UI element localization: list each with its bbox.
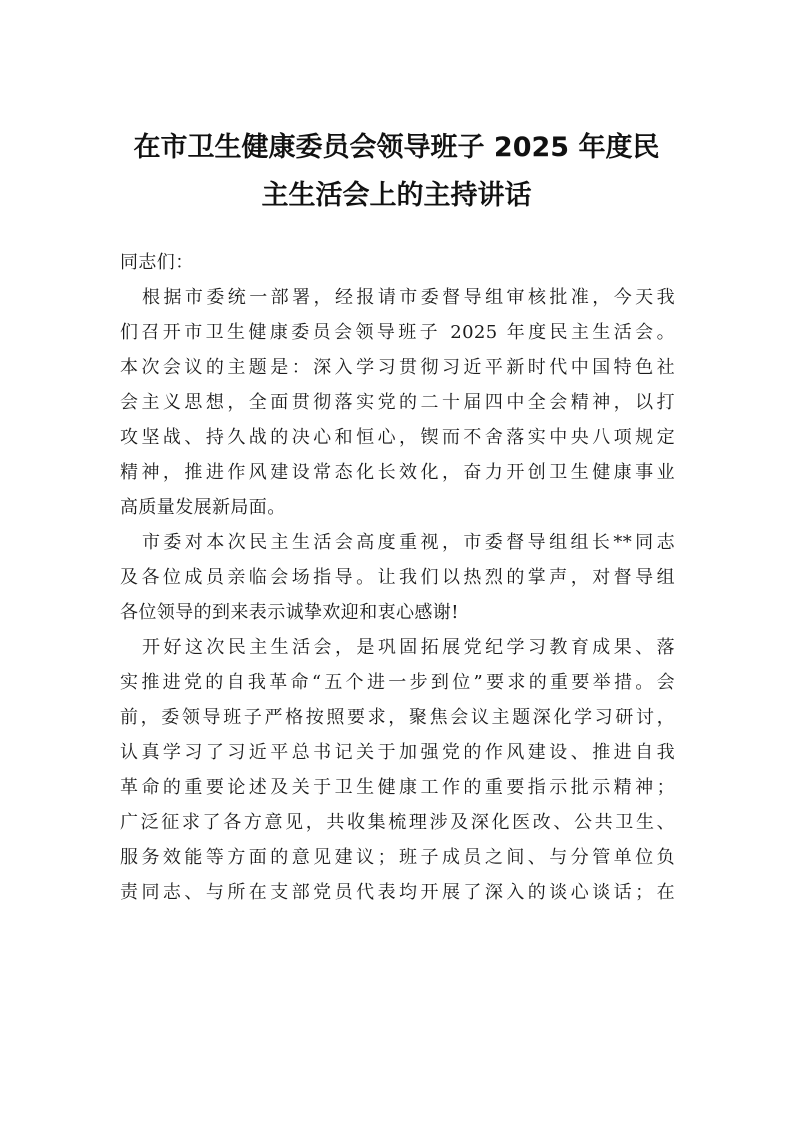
paragraph-line: 会主义思想，全面贯彻落实党的二十届四中全会精神，以打	[120, 392, 675, 413]
paragraph-line: 高质量发展新局面。	[120, 497, 286, 518]
paragraph-line: 开好这次民主生活会，是巩固拓展党纪学习教育成果、落	[142, 637, 675, 658]
paragraph-line: 本次会议的主题是：深入学习贯彻习近平新时代中国特色社	[120, 357, 675, 378]
salutation: 同志们：	[120, 252, 194, 273]
paragraph-2	[120, 525, 675, 630]
paragraph-3	[120, 630, 675, 910]
title-line-2: 主生活会上的主持讲话	[261, 180, 532, 211]
paragraph-line: 前，委领导班子严格按照要求，聚焦会议主题深化学习研讨，	[120, 707, 675, 728]
paragraph-line: 广泛征求了各方意见，共收集梳理涉及深化医改、公共卫生、	[120, 812, 675, 833]
paragraph-line: 革命的重要论述及关于卫生健康工作的重要指示批示精神；	[120, 777, 675, 798]
paragraph-line: 精神，推进作风建设常态化长效化，奋力开创卫生健康事业	[120, 462, 675, 483]
paragraph-line: 实推进党的自我革命“五个进一步到位”要求的重要举措。会	[120, 672, 675, 693]
document-title	[100, 124, 693, 220]
paragraph-line: 服务效能等方面的意见建议；班子成员之间、与分管单位负	[120, 847, 675, 868]
paragraph-line: 认真学习了习近平总书记关于加强党的作风建设、推进自我	[120, 742, 675, 763]
paragraph-line: 们召开市卫生健康委员会领导班子 2025 年度民主生活会。	[120, 322, 675, 343]
title-line-1: 在市卫生健康委员会领导班子 2025 年度民	[133, 132, 660, 163]
paragraph-1	[120, 280, 675, 525]
paragraph-line: 攻坚战、持久战的决心和恒心，锲而不舍落实中央八项规定	[120, 427, 675, 448]
paragraph-line: 责同志、与所在支部党员代表均开展了深入的谈心谈话；在	[120, 882, 675, 903]
paragraph-line: 各位领导的到来表示诚挚欢迎和衷心感谢!	[120, 602, 459, 623]
paragraph-line: 及各位成员亲临会场指导。让我们以热烈的掌声，对督导组	[120, 567, 675, 588]
paragraph-line: 市委对本次民主生活会高度重视，市委督导组组长**同志	[142, 532, 675, 553]
paragraph-line: 根据市委统一部署，经报请市委督导组审核批准，今天我	[142, 287, 675, 308]
document-body	[120, 245, 675, 910]
